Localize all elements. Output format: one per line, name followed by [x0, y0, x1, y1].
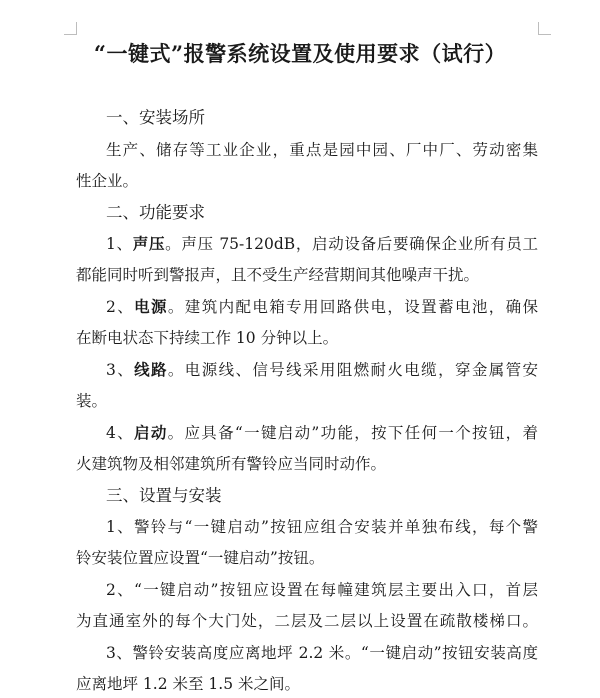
- document-title: “一键式”报警系统设置及使用要求（试行）: [93, 41, 507, 66]
- crop-mark-top-right: [538, 22, 551, 35]
- item-text: 。应具备“一键启动”功能，按下任何一个按钮，着: [167, 424, 538, 442]
- item-text: 。电源线、信号线采用阻燃耐火电缆，穿金属管安: [167, 361, 538, 379]
- paragraph-line: [106, 297, 538, 317]
- paragraph-line: 性企业。: [76, 172, 139, 190]
- item-keyword: 电源: [134, 297, 168, 316]
- paragraph-line: 应离地坪 1.2 米至 1.5 米之间。: [76, 675, 301, 693]
- paragraph-line: 火建筑物及相邻建筑所有警铃应当同时动作。: [76, 455, 387, 473]
- item-text: 。建筑内配电箱专用回路供电，设置蓄电池，确保: [167, 298, 538, 316]
- section-heading-function-requirements: 二、功能要求: [106, 203, 205, 222]
- paragraph-line: 为直通室外的每个大门处，二层及二层以上设置在疏散楼梯口。: [76, 612, 538, 630]
- paragraph-line: 装。: [76, 392, 108, 410]
- paragraph-line: 3、警铃安装高度应离地坪 2.2 米。“一键启动”按钮安装高度: [106, 644, 538, 662]
- paragraph-line: 铃安装位置应设置“一键启动”按钮。: [76, 549, 325, 567]
- paragraph-line: 在断电状态下持续工作 10 分钟以上。: [76, 329, 339, 347]
- paragraph-line: [106, 234, 538, 254]
- paragraph-line: 生产、储存等工业企业，重点是园中园、厂中厂、劳动密集: [106, 141, 538, 159]
- item-number: 1、: [106, 235, 133, 253]
- paragraph-line: [106, 360, 538, 380]
- paragraph-line: 都能同时听到警报声，且不受生产经营期间其他噪声干扰。: [76, 266, 480, 284]
- paragraph-line: [106, 423, 538, 443]
- item-keyword: 声压: [132, 234, 166, 253]
- item-keyword: 线路: [134, 360, 168, 379]
- item-text: 。声压 75-120dB，启动设备后要确保企业所有员工: [165, 235, 538, 253]
- section-heading-setup-installation: 三、设置与安装: [106, 486, 222, 505]
- paragraph-line: 1、警铃与“一键启动”按钮应组合安装并单独布线，每个警: [106, 518, 538, 536]
- crop-mark-top-left: [64, 22, 77, 35]
- item-number: 3、: [106, 361, 135, 379]
- paragraph-line: 2、“一键启动”按钮应设置在每幢建筑层主要出入口，首层: [106, 581, 538, 599]
- item-number: 2、: [106, 298, 135, 316]
- item-keyword: 启动: [134, 423, 168, 442]
- section-heading-installation-site: 一、安装场所: [106, 108, 205, 127]
- item-number: 4、: [106, 424, 134, 442]
